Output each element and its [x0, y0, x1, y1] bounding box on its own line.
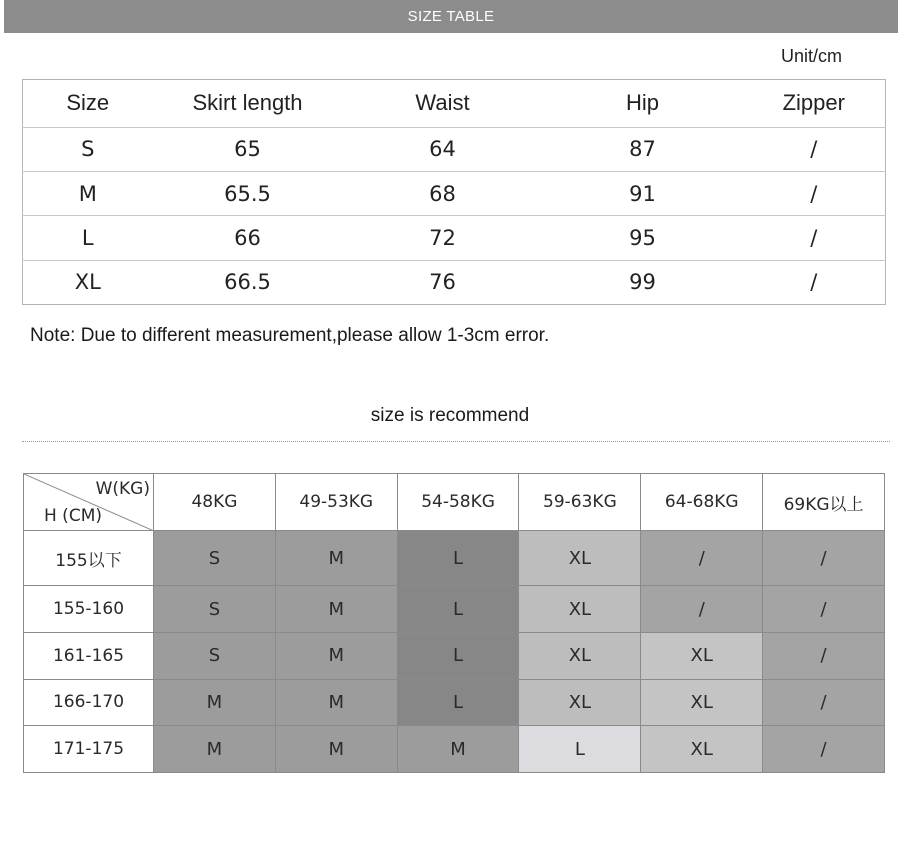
recommend-header-row — [24, 474, 885, 531]
size-cell: M — [275, 679, 397, 726]
table-row — [24, 632, 885, 679]
table-row — [23, 127, 886, 171]
recommend-title: size is recommend — [370, 405, 530, 426]
weight-header: 69KG以上 — [763, 474, 885, 531]
cell-skirt-length: 66 — [153, 216, 343, 260]
size-cell: XL — [519, 632, 641, 679]
size-cell: / — [641, 586, 763, 633]
cell-size: XL — [23, 260, 153, 304]
cell-waist: 72 — [343, 216, 543, 260]
size-cell: XL — [519, 679, 641, 726]
table-row — [23, 260, 886, 304]
size-table — [22, 79, 886, 305]
corner-cell — [24, 474, 154, 531]
header-size: Size — [66, 90, 110, 116]
size-cell: M — [275, 586, 397, 633]
cell-zipper: / — [743, 216, 886, 260]
size-table-banner — [4, 0, 898, 33]
cell-skirt-length: 66.5 — [153, 260, 343, 304]
size-table-header — [23, 80, 886, 128]
cell-hip: 87 — [543, 127, 743, 171]
size-cell: M — [154, 726, 276, 773]
measurement-note: Note: Due to different measurement,please allow 1-3cm error. — [30, 325, 550, 346]
weight-header: 48KG — [154, 474, 276, 531]
header-hip: Hip — [625, 90, 659, 116]
cell-hip: 99 — [543, 260, 743, 304]
cell-waist: 76 — [343, 260, 543, 304]
size-cell: S — [154, 632, 276, 679]
cell-waist: 64 — [343, 127, 543, 171]
cell-zipper: / — [743, 260, 886, 304]
size-cell: XL — [641, 679, 763, 726]
table-row — [24, 726, 885, 773]
size-cell: L — [397, 679, 519, 726]
size-cell: S — [154, 531, 276, 586]
weight-header: 59-63KG — [519, 474, 641, 531]
size-cell: / — [763, 531, 885, 586]
height-cell: 171-175 — [24, 726, 154, 773]
size-cell: M — [275, 726, 397, 773]
size-cell: L — [397, 531, 519, 586]
height-cell: 155-160 — [24, 586, 154, 633]
table-row — [24, 531, 885, 586]
size-cell: M — [154, 679, 276, 726]
size-cell: / — [763, 632, 885, 679]
weight-header: 49-53KG — [275, 474, 397, 531]
size-cell: XL — [641, 632, 763, 679]
size-cell: L — [519, 726, 641, 773]
cell-size: L — [23, 216, 153, 260]
size-cell: M — [275, 632, 397, 679]
cell-hip: 91 — [543, 172, 743, 216]
size-cell: XL — [519, 531, 641, 586]
size-cell: / — [763, 586, 885, 633]
size-cell: / — [763, 679, 885, 726]
header-skirt-length: Skirt length — [192, 90, 303, 116]
cell-hip: 95 — [543, 216, 743, 260]
table-row — [24, 679, 885, 726]
cell-waist: 68 — [343, 172, 543, 216]
header-zipper: Zipper — [782, 90, 845, 116]
height-cell: 161-165 — [24, 632, 154, 679]
size-cell: L — [397, 586, 519, 633]
header-waist: Waist — [415, 90, 470, 116]
size-cell: / — [641, 531, 763, 586]
size-cell: M — [275, 531, 397, 586]
height-cell: 166-170 — [24, 679, 154, 726]
weight-header: 64-68KG — [641, 474, 763, 531]
cell-zipper: / — [743, 127, 886, 171]
size-cell: S — [154, 586, 276, 633]
table-row — [24, 586, 885, 633]
size-cell: L — [397, 632, 519, 679]
cell-size: M — [23, 172, 153, 216]
size-cell: XL — [519, 586, 641, 633]
cell-size: S — [23, 127, 153, 171]
weight-axis-label: W(KG) — [95, 479, 150, 499]
cell-zipper: / — [743, 172, 886, 216]
dotted-divider — [22, 441, 890, 442]
height-cell: 155以下 — [24, 531, 154, 586]
size-recommend-table — [23, 473, 885, 773]
banner-title: SIZE TABLE — [407, 8, 495, 25]
height-axis-label: H (CM) — [44, 506, 102, 526]
size-cell: XL — [641, 726, 763, 773]
cell-skirt-length: 65 — [153, 127, 343, 171]
unit-label: Unit/cm — [780, 46, 842, 66]
cell-skirt-length: 65.5 — [153, 172, 343, 216]
table-row — [23, 172, 886, 216]
table-row — [23, 216, 886, 260]
weight-header: 54-58KG — [397, 474, 519, 531]
size-cell: M — [397, 726, 519, 773]
size-cell: / — [763, 726, 885, 773]
